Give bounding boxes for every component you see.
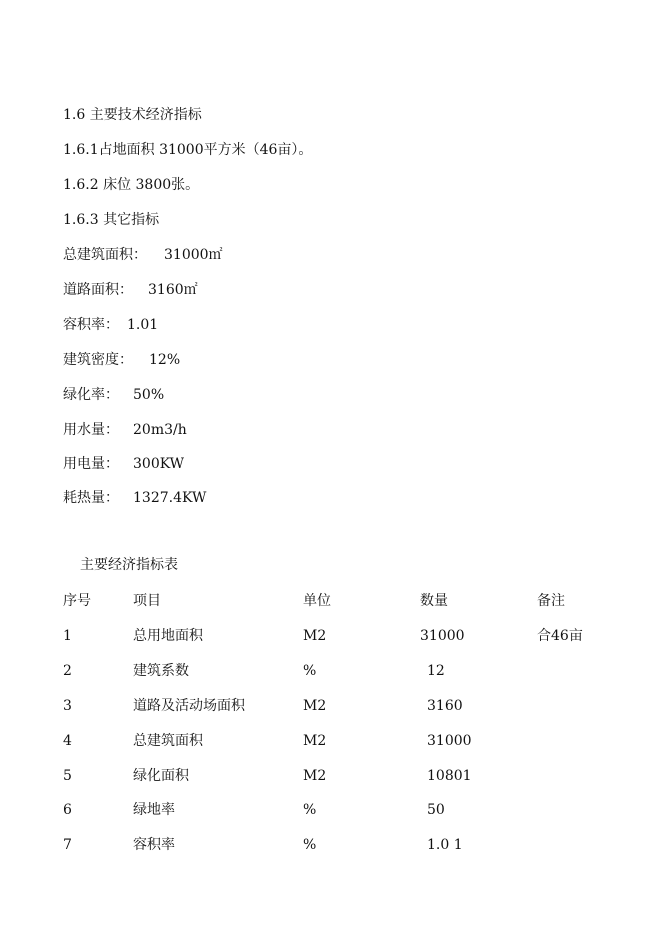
row-index: 4 (63, 733, 72, 749)
row-quantity: 1.0 1 (427, 837, 463, 853)
indicator-row (63, 280, 198, 300)
indicator-label: 总建筑面积： (63, 247, 147, 263)
row-item: 道路及活动场面积 (133, 698, 245, 714)
row-item: 容积率 (133, 837, 175, 853)
indicator-label: 用电量： (63, 456, 119, 472)
indicator-row (63, 454, 184, 474)
row-quantity: 31000 (427, 733, 472, 749)
row-quantity: 12 (427, 663, 445, 679)
row-quantity: 10801 (427, 768, 472, 784)
row-index: 6 (63, 802, 72, 818)
row-item: 建筑系数 (133, 663, 189, 679)
row-index: 5 (63, 768, 72, 784)
row-unit: M2 (303, 628, 327, 644)
header-cell-remark: 备注 (537, 593, 565, 609)
header-cell-index: 序号 (63, 593, 91, 609)
row-item: 绿化面积 (133, 768, 189, 784)
indicator-row (63, 385, 164, 405)
indicator-value: 3160㎡ (148, 282, 198, 298)
header-cell-item: 项目 (133, 593, 161, 609)
indicator-label: 道路面积： (63, 282, 133, 298)
indicator-row (63, 315, 158, 335)
indicator-label: 建筑密度： (63, 352, 133, 368)
indicator-value: 20m3/h (133, 422, 187, 438)
row-item: 绿地率 (133, 802, 175, 818)
indicator-value: 1.01 (127, 317, 159, 333)
row-index: 7 (63, 837, 72, 853)
row-index: 1 (63, 628, 72, 644)
row-unit: % (303, 663, 317, 679)
indicator-row (63, 245, 223, 265)
land-area-paragraph: 1.6.1占地面积 31000平方米（46亩）。 (63, 142, 313, 158)
indicator-value: 50% (133, 387, 165, 403)
indicator-label: 用水量： (63, 422, 119, 438)
indicator-row (63, 420, 187, 440)
indicator-value: 300KW (133, 456, 185, 472)
row-index: 3 (63, 698, 72, 714)
row-unit: M2 (303, 698, 327, 714)
row-unit: M2 (303, 733, 327, 749)
row-item: 总用地面积 (133, 628, 203, 644)
indicator-value: 31000㎡ (164, 247, 223, 263)
indicator-value: 12% (149, 352, 181, 368)
row-quantity: 31000 (420, 628, 465, 644)
indicator-row (63, 488, 206, 508)
beds-paragraph: 1.6.2 床位 3800张。 (63, 177, 200, 193)
row-quantity: 50 (427, 802, 445, 818)
table-title: 主要经济指标表 (80, 557, 178, 573)
indicator-value: 1327.4KW (133, 490, 207, 506)
other-indicators-heading: 1.6.3 其它指标 (63, 212, 160, 228)
row-unit: % (303, 837, 317, 853)
row-index: 2 (63, 663, 72, 679)
row-quantity: 3160 (427, 698, 463, 714)
header-cell-unit: 单位 (303, 593, 331, 609)
row-unit: % (303, 802, 317, 818)
indicator-row (63, 350, 180, 370)
header-cell-quantity: 数量 (420, 593, 448, 609)
row-item: 总建筑面积 (133, 733, 203, 749)
indicator-label: 耗热量： (63, 490, 119, 506)
row-remark: 合46亩 (537, 628, 583, 644)
row-unit: M2 (303, 768, 327, 784)
section-heading: 1.6 主要技术经济指标 (63, 107, 202, 123)
indicator-label: 容积率： (63, 317, 119, 333)
indicator-label: 绿化率： (63, 387, 119, 403)
